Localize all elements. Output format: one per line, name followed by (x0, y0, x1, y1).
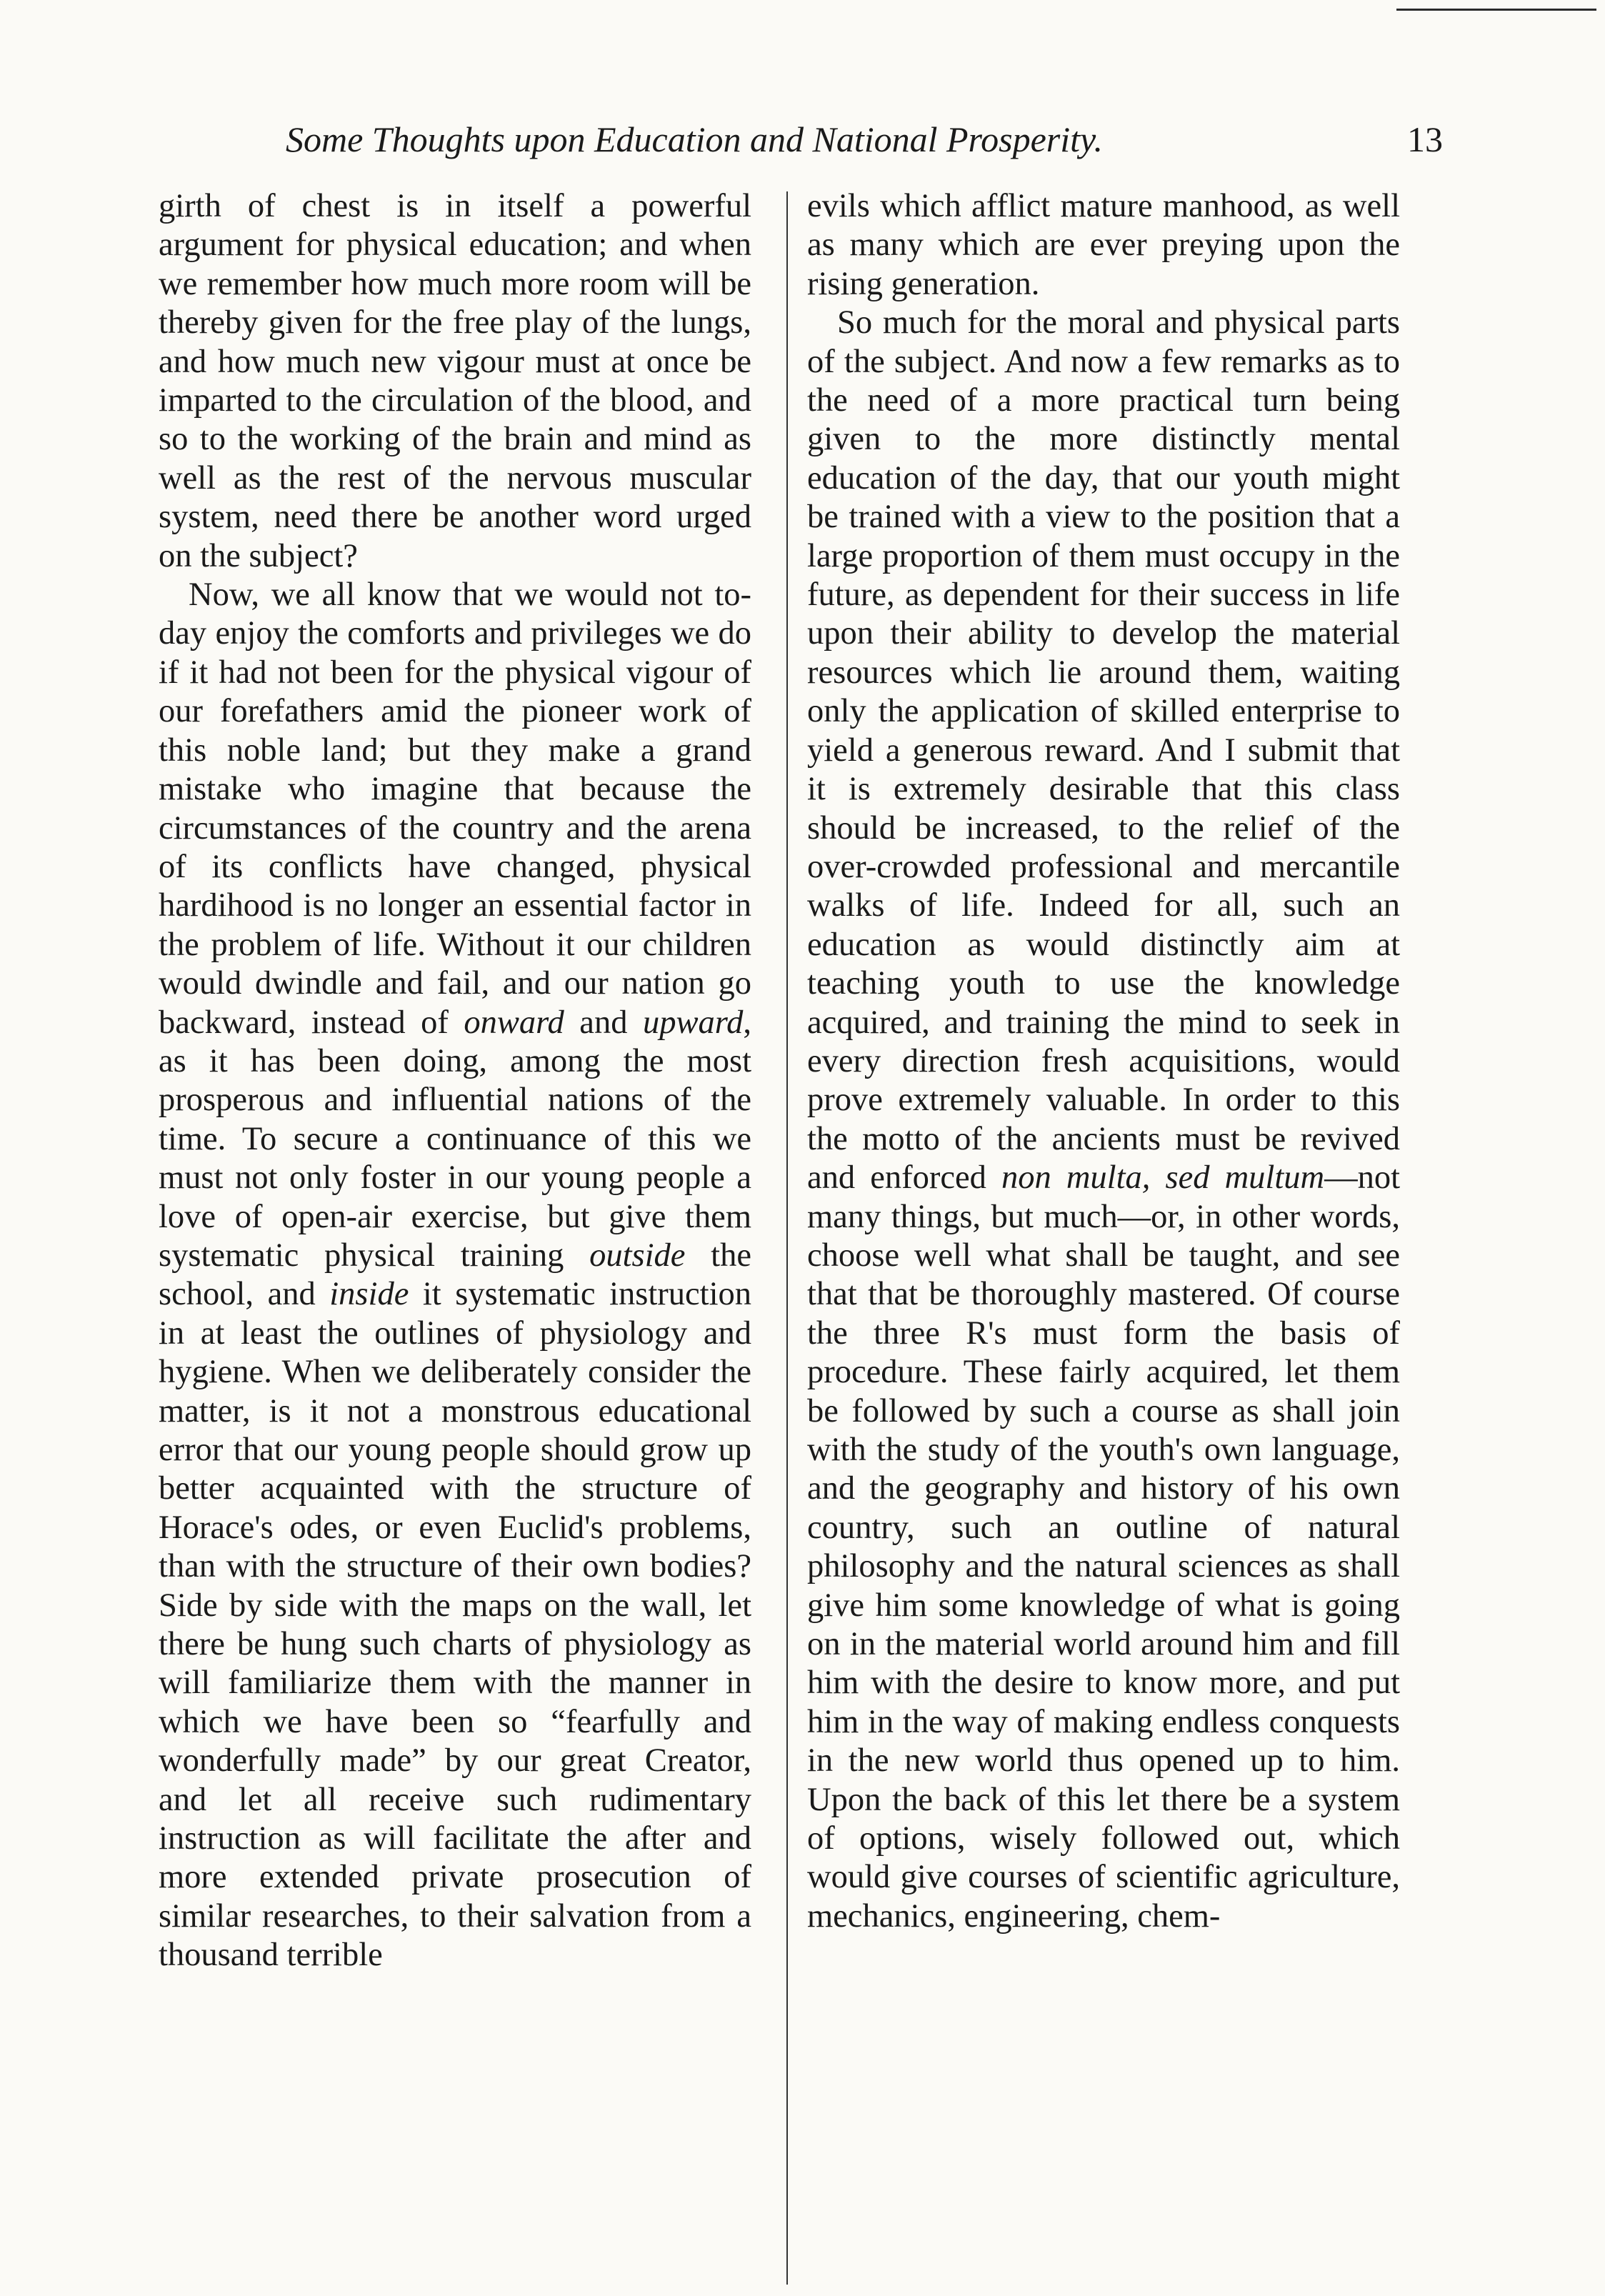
text-run: it systematic instruction in at least the outlines of physiology and hygiene. When we deliberately consider the matter, is it not a monstrous educational error that our young people should grow up better acquainted with the structure of Horace's odes, or even Euclid's problems, than with the structure of their own bodies? Side by side with the maps on the wall, let there be hung such charts of physiology as will familiarize them with the manner in which we have been so “fearfully and wonderfully made” by our great Creator, and let all receive such rudimentary instruction as will facilitate the after and more extended private prosecution of similar researches, to their salvation from a thousand terrible (159, 1276, 751, 1974)
text-run: the school, and (159, 1237, 751, 1313)
right-column (807, 187, 1400, 1936)
page-header (286, 107, 1443, 171)
running-head: Some Thoughts upon Education and National Prosperity. (286, 119, 1103, 159)
italic-onward: onward (464, 1004, 564, 1041)
text-run: —not many things, but much—or, in other words, choose well what shall be taught, and see that that be thoroughly mastered. Of course the three R's must form the basis of procedure. These fairly acquired, let them be followed by such a course as shall join with the study of the youth's own language, and the geography and history of his own country, such an outline of natural philosophy and the natural sciences as shall give him some knowledge of what is going on in the material world around him and fill him with the desire to know more, and put him in the way of making endless conquests in the new world thus opened up to him. Upon the back of this let there be a system of options, wisely followed out, which would give courses of scientific agriculture, mechanics, engineering, chem- (807, 1159, 1400, 1935)
right-paragraph-1: evils which afflict mature manhood, as well as many which are ever preying upon the rising generation. (807, 188, 1400, 302)
text-run: and (564, 1004, 643, 1041)
italic-inside: inside (329, 1276, 409, 1313)
italic-upward: upward (642, 1004, 744, 1041)
text-run: , as it has been doing, among the most prosperous and influential nations of the time. To secure a continuance of this we must not only foster in our young people a love of open-air exercise, but give them systematic physical training (159, 1004, 751, 1274)
text-run: So much for the moral and physical parts of the subject. And now a few remarks as to the need of a more practical turn being given to the more distinctly mental education of the day, that our youth might be trained with a view to the position that a large proportion of them must occupy in the future, as dependent for their success in life upon their ability to develop the material resources which lie around them, waiting only the application of skilled enterprise to yield a generous reward. And I submit that it is extremely desirable that this class should be increased, to the relief of the over-crowded professional and mercantile walks of life. Indeed for all, such an education as would distinctly aim at teaching youth to use the knowledge acquired, and training the mind to seek in every direction fresh acquisitions, would prove extremely valuable. In order to this the motto of the ancients must be revived and enforced (807, 304, 1400, 1197)
left-paragraph-1: girth of chest is in itself a powerful argument for physical education; and when we remember how much more room will be thereby given for the free play of the lungs, and how much new vigour must at once be imparted to the circulation of the blood, and so to the working of the brain and mind as well as the rest of the nervous muscular system, need there be another word urged on the subject? (159, 188, 751, 574)
italic-outside: outside (589, 1237, 686, 1274)
column-divider (786, 191, 788, 2285)
top-edge-rule (1396, 9, 1596, 11)
left-paragraph-2 (159, 576, 751, 1975)
right-paragraph-2 (807, 304, 1400, 1936)
page-number: 13 (1407, 119, 1443, 159)
left-column (159, 187, 751, 1975)
text-run: Now, we all know that we would not to-day enjoy the comforts and privileges we do if it had not been for the physical vigour of our forefathers amid the pioneer work of this noble land; but they make a grand mistake who imagine that because the circumstances of the country and the arena of its conflicts have changed, physical hardihood is no longer an essential factor in the problem of life. Without it our children would dwindle and fail, and our nation go backward, instead of (159, 577, 751, 1041)
italic-latin-motto: non multa, sed multum (1001, 1159, 1325, 1197)
